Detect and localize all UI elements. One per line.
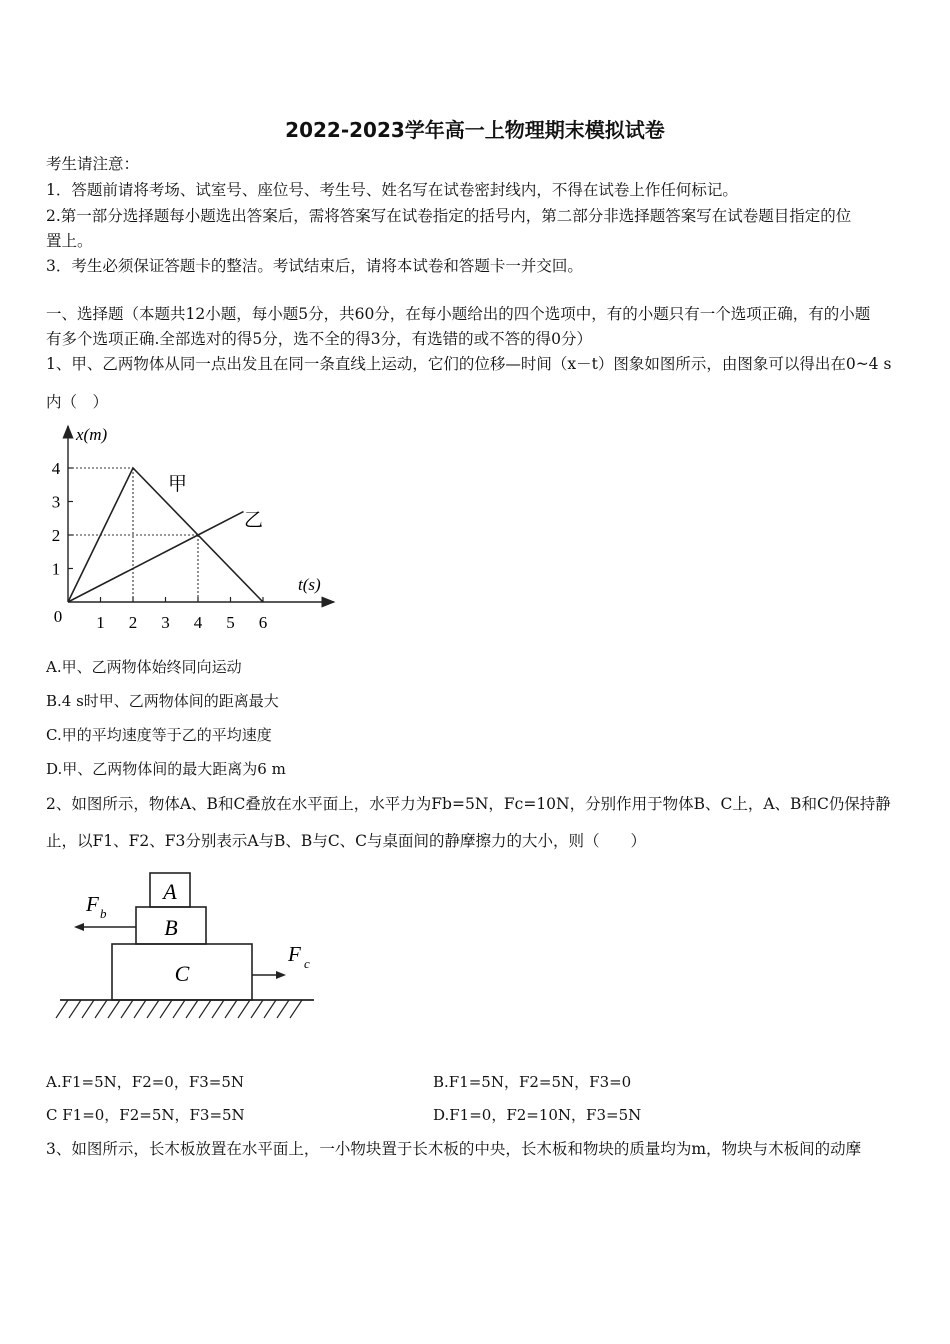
series-line-1 xyxy=(68,512,244,602)
q1-xt-graph xyxy=(44,420,344,635)
ground-hatch xyxy=(108,1000,120,1018)
x-tick-label: 2 xyxy=(128,613,138,632)
notice-item: 1．答题前请将考场、试室号、座位号、考生号、姓名写在试卷密封线内，不得在试卷上作任何标记。 xyxy=(46,181,738,199)
series-label-jia: 甲 xyxy=(168,474,188,495)
x-axis-label: t(s) xyxy=(298,575,321,594)
page-title: 2022-2023学年高一上物理期末模拟试卷 xyxy=(285,118,665,142)
svg-text:A: A xyxy=(163,879,177,904)
notice-item: 2.第一部分选择题每小题选出答案后，需将答案写在试卷指定的括号内，第二部分非选择题答案写在试卷题目指定的位 xyxy=(46,207,852,225)
q1-option-d: D.甲、乙两物体间的最大距离为6 m xyxy=(46,760,286,778)
svg-text:b: b xyxy=(100,906,107,921)
ground-hatch xyxy=(186,1000,198,1018)
ground-hatch xyxy=(290,1000,302,1018)
ground-hatch xyxy=(160,1000,172,1018)
ground-hatch xyxy=(251,1000,263,1018)
question-3-text: 3、如图所示，长木板放置在水平面上，一小物块置于长木板的中央，长木板和物块的质量均为m，物块与木板间的动摩 xyxy=(46,1140,862,1158)
section-instructions: 一、选择题（本题共12小题，每小题5分，共60分，在每小题给出的四个选项中，有的小题只有一个选项正确，有的小题 xyxy=(46,305,871,323)
question-1-text: 内（ ） xyxy=(46,393,109,411)
y-tick-label: 1 xyxy=(51,559,61,579)
x-tick-label: 6 xyxy=(258,613,268,632)
ground-hatch xyxy=(134,1000,146,1018)
x-tick-label: 1 xyxy=(96,613,105,632)
x-tick-label: 5 xyxy=(226,613,235,632)
force-c-label: F xyxy=(288,942,301,966)
question-2-text: 2、如图所示，物体A、B和C叠放在水平面上，水平力为Fb=5N，Fc=10N，分别作用于物体B、C上，A、B和C仍保持静 xyxy=(46,795,891,813)
svg-text:B: B xyxy=(164,915,178,940)
q2-blocks-figure xyxy=(50,866,330,1026)
svg-text:c: c xyxy=(304,956,310,971)
notice-heading: 考生请注意： xyxy=(46,155,140,173)
notice-item: 3．考生必须保证答题卡的整洁。考试结束后，请将本试卷和答题卡一并交回。 xyxy=(46,257,583,275)
ground-hatch xyxy=(238,1000,250,1018)
q1-option-b: B.4 s时甲、乙两物体间的距离最大 xyxy=(46,692,279,710)
y-tick-label: 2 xyxy=(51,526,61,545)
ground-hatch xyxy=(147,1000,159,1018)
ground-hatch xyxy=(173,1000,185,1018)
section-instructions: 有多个选项正确.全部选对的得5分，选不全的得3分，有选错的或不答的得0分） xyxy=(46,330,593,348)
ground-hatch xyxy=(264,1000,276,1018)
force-b-label: F xyxy=(86,892,99,916)
y-axis-label: x(m) xyxy=(76,425,108,444)
q1-option-a: A.甲、乙两物体始终同向运动 xyxy=(46,658,242,676)
q2-option-a: A.F1=5N，F2=0，F3=5N xyxy=(46,1073,245,1091)
ground-hatch xyxy=(69,1000,81,1018)
ground-hatch xyxy=(82,1000,94,1018)
ground-hatch xyxy=(95,1000,107,1018)
ground-hatch xyxy=(56,1000,68,1018)
x-tick-label: 4 xyxy=(193,613,203,632)
series-label-yi: 乙 xyxy=(244,510,264,531)
question-1-text: 1、甲、乙两物体从同一点出发且在同一条直线上运动，它们的位移—时间（x－t）图象如图所示，由图象可以得出在0~4 s xyxy=(46,355,892,373)
q2-option-b: B.F1=5N，F2=5N，F3=0 xyxy=(433,1073,632,1091)
svg-text:C: C xyxy=(174,961,190,986)
ground-hatch xyxy=(277,1000,289,1018)
y-tick-label: 4 xyxy=(51,459,61,478)
q1-option-c: C.甲的平均速度等于乙的平均速度 xyxy=(46,726,272,744)
ground-hatch xyxy=(121,1000,133,1018)
x-tick-label: 0 xyxy=(53,607,63,626)
notice-item: 置上。 xyxy=(46,232,93,250)
q2-option-c: C F1=0，F2=5N，F3=5N xyxy=(46,1106,245,1124)
ground-hatch xyxy=(225,1000,237,1018)
x-tick-label: 3 xyxy=(161,613,170,632)
y-tick-label: 3 xyxy=(51,492,61,512)
ground-hatch xyxy=(212,1000,224,1018)
q2-option-d: D.F1=0，F2=10N，F3=5N xyxy=(433,1106,642,1124)
question-2-text: 止，以F1、F2、F3分别表示A与B、B与C、C与桌面间的静摩擦力的大小，则（ ） xyxy=(46,832,647,850)
ground-hatch xyxy=(199,1000,211,1018)
